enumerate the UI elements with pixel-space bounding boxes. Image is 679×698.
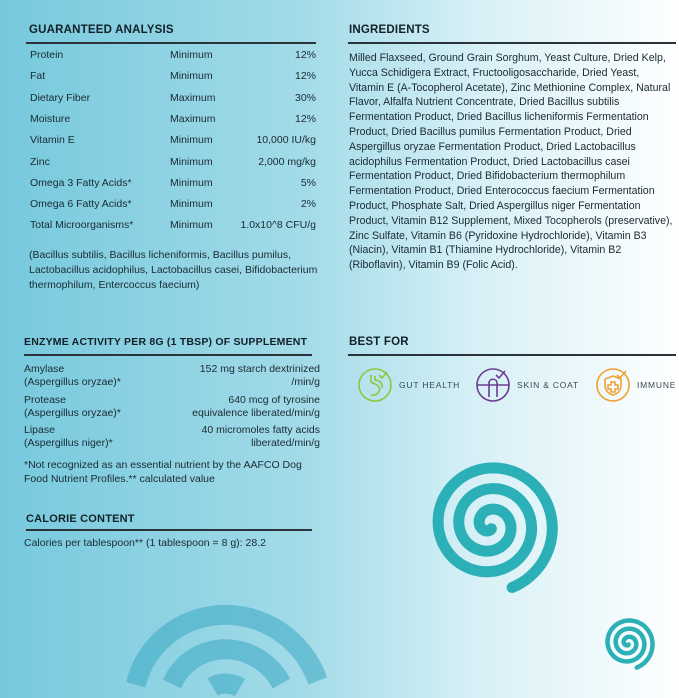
nutrient-value: 12% (294, 112, 316, 125)
enzyme-source: (Aspergillus oryzae)* (24, 406, 121, 419)
benefit-skin-coat (475, 367, 579, 403)
analysis-row (30, 92, 316, 107)
nutrient-name: Vitamin E (30, 134, 75, 147)
ingredients-title: INGREDIENTS (349, 24, 430, 36)
enzyme-value: 152 mg starch dextrinized (199, 363, 320, 375)
nutrient-value: 12% (294, 49, 316, 61)
nutrient-value: 2,000 mg/kg (258, 155, 316, 168)
divider (26, 529, 312, 531)
nutrient-value: 2% (300, 198, 316, 211)
benefit-immune (595, 367, 676, 403)
benefit-label: SKIN & COAT (517, 380, 580, 390)
spiral-logo-large (415, 450, 565, 600)
enzyme-value: 640 mcg of tyrosine (228, 393, 320, 406)
enzyme-name: Lipase (24, 424, 55, 436)
analysis-row (30, 177, 316, 192)
analysis-row (30, 156, 316, 171)
nutrient-name: Zinc (30, 155, 50, 168)
enzyme-unit: equivalence liberated/min/g (192, 406, 320, 419)
nutrient-value: 10,000 IU/kg (256, 134, 316, 147)
nutrient-value: 5% (300, 176, 316, 189)
nutrient-qualifier: Minimum (170, 198, 213, 211)
benefit-gut-health (357, 367, 460, 403)
divider (348, 354, 676, 356)
enzyme-value: 40 micromoles fatty acids (201, 424, 320, 436)
divider (348, 42, 676, 44)
enzyme-activity-title: ENZYME ACTIVITY PER 8G (1 TBSP) OF SUPPLEMENT (24, 336, 308, 348)
nutrient-qualifier: Minimum (170, 49, 213, 61)
divider (24, 354, 312, 356)
nutrient-qualifier: Minimum (170, 219, 213, 232)
analysis-row (30, 70, 316, 85)
footnote: *Not recognized as an essential nutrient by the AAFCO Dog Food Nutrient Profiles.** calculated value (24, 459, 302, 485)
spiral-logo-small (598, 612, 658, 674)
enzyme-row (24, 394, 320, 422)
enzyme-name: Amylase (24, 363, 65, 375)
best-for-title: BEST FOR (349, 336, 409, 348)
nutrient-name: Protein (30, 49, 64, 61)
enzyme-source: (Aspergillus oryzae)* (24, 376, 121, 388)
enzyme-name: Protease (24, 393, 67, 406)
calorie-content-title: CALORIE CONTENT (26, 513, 135, 525)
nutrient-name: Dietary Fiber (30, 91, 91, 104)
analysis-row (30, 198, 316, 213)
divider (26, 42, 316, 44)
enzyme-row (24, 363, 320, 391)
nutrient-value: 12% (294, 70, 316, 83)
nutrient-name: Total Microorganisms* (30, 219, 134, 232)
shield-cross-check-icon (595, 367, 631, 403)
nutrient-qualifier: Maximum (170, 91, 216, 104)
nutrient-qualifier: Minimum (170, 176, 213, 189)
nutrient-name: Fat (30, 70, 46, 83)
calorie-text: Calories per tablespoon** (1 tablespoon = 8 g): 28.2 (24, 537, 266, 549)
nutrient-name: Moisture (30, 112, 71, 125)
benefit-label: IMMUNE (637, 380, 677, 390)
ingredients-text: Milled Flaxseed, Ground Grain Sorghum, Yeast Culture, Dried Kelp, Yucca Schidigera Extract, Fructooligosaccharide, Dried Yeast, Vitamin E (A-Tocopherol Acetate), Zinc Methionine Complex, Natural Flavor, Alfalfa Nutrient Concentrate, Dried Bacillus subtilis Fermentation Product, Dried Bacillus licheniformis Fermentation Product, Dried Bacillus pumilus Fermentation Product, Dried Aspergillus oryzae Fermentation Product, Dried Lactobacillus acidophilus Fermentation Product, Dried Lactobacillus casei Fermentation Product, Dried Bifidobacterium thermophilum Fermentation Product, Dried Enterococcus faecium Fermentation Product, Phosphate Salt, Dried Aspergillus niger Fermentation Product, Vitamin B12 Supplement, Mixed Tocopherols (preservative), Zinc Sulfate, Vitamin B6 (Pyridoxine Hydrochloride), Vitamin B3 (Niacin), Vitamin B1 (Thiamine Hydrochloride), Vitamin B2 (Riboflavin), Vitamin B9 (Folic Acid). (349, 52, 673, 272)
nutrient-value: 1.0x10^8 CFU/g (240, 219, 316, 232)
spiral-watermark (100, 590, 340, 698)
hair-follicle-check-icon (475, 367, 511, 403)
nutrient-name: Omega 6 Fatty Acids* (30, 198, 132, 211)
enzyme-row (24, 424, 320, 452)
enzyme-unit: liberated/min/g (251, 437, 320, 449)
enzyme-unit: /min/g (291, 376, 320, 388)
analysis-row (30, 49, 316, 64)
nutrient-qualifier: Maximum (170, 112, 216, 125)
guaranteed-analysis-title: GUARANTEED ANALYSIS (29, 24, 174, 36)
stomach-check-icon (357, 367, 393, 403)
nutrient-qualifier: Minimum (170, 70, 213, 83)
nutrient-qualifier: Minimum (170, 134, 213, 147)
analysis-row (30, 219, 316, 234)
benefit-label: GUT HEALTH (399, 380, 461, 390)
enzyme-source: (Aspergillus niger)* (24, 437, 113, 449)
analysis-row (30, 134, 316, 149)
nutrient-qualifier: Minimum (170, 155, 213, 168)
nutrient-name: Omega 3 Fatty Acids* (30, 176, 132, 189)
microorganism-note: (Bacillus subtilis, Bacillus licheniformis, Bacillus pumilus, Lactobacillus acidophilus, Lactobacillus casei, Bifidobacterium thermophilum, Entercoccus faecium) (29, 249, 318, 291)
nutrient-value: 30% (294, 91, 316, 104)
analysis-row (30, 113, 316, 128)
